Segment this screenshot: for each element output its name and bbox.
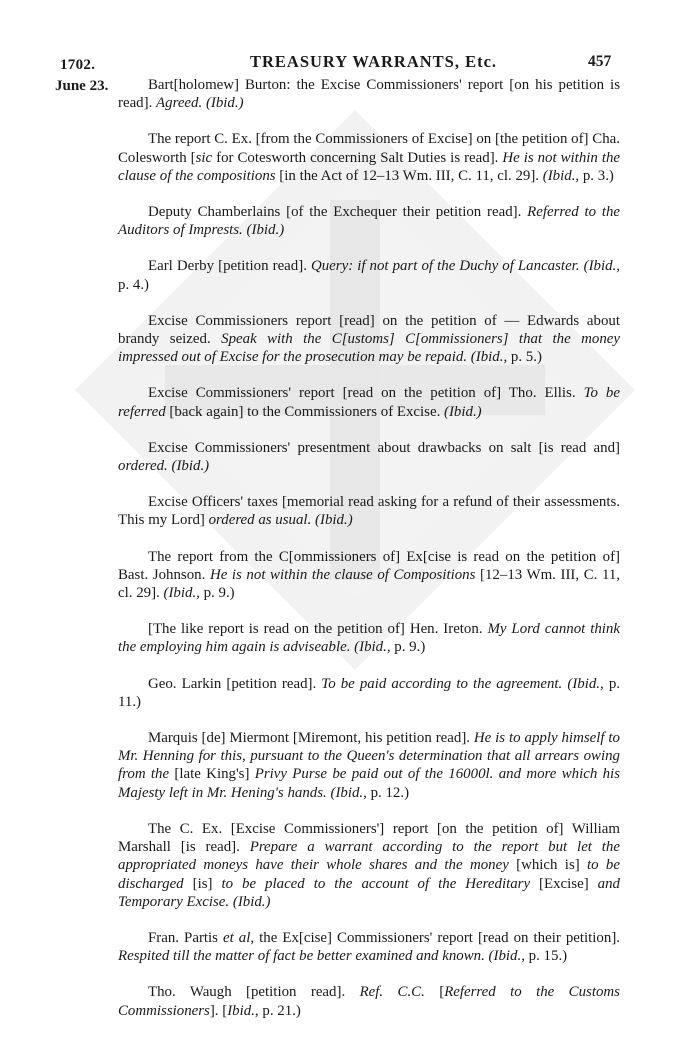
warrant-entry <box>118 929 620 965</box>
italic-text: Referred to the Auditors of Imprests. <box>118 204 621 239</box>
warrant-entry <box>118 130 620 185</box>
italic-text: Ibid., <box>227 1002 259 1019</box>
italic-text: (Ibid., <box>583 258 620 275</box>
entry-text: for Cotesworth concerning Salt Duties is read]. <box>212 149 503 166</box>
warrant-entry <box>118 548 620 603</box>
entry-text: Excise Commissioners report [read] on the petition of — Edwards about brandy seized. <box>118 312 620 348</box>
warrant-entry <box>118 76 620 112</box>
entry-text: Bart[holomew] Burton: the Excise Commissioners' report [on his petition is read]. <box>118 77 620 112</box>
entry-text: p. 12.) <box>366 784 410 801</box>
italic-text: Prepare a warrant according to the report but let the appropriated moneys have their whole shares and the money <box>118 839 620 874</box>
italic-text: Respited till the matter of fact be better examined and known. <box>118 948 485 965</box>
warrant-entry <box>118 493 620 529</box>
warrant-entry <box>118 257 620 293</box>
entry-text: [late King's] <box>169 766 255 783</box>
warrant-entry <box>118 203 620 239</box>
italic-text: ordered. <box>118 458 168 475</box>
entry-text: Tho. Waugh [petition read]. <box>148 984 360 1001</box>
entry-text: [ <box>424 984 445 1001</box>
italic-text: Query: if not part of the Duchy of Lancaster. <box>310 258 580 275</box>
entry-text: p. 11.) <box>118 675 620 710</box>
entry-text: p. 3.) <box>579 167 614 184</box>
italic-text: Privy Purse be paid out of the 16000l. and more which his Majesty left in Mr. Hening's hands. <box>118 766 620 801</box>
italic-text: (Ibid.) <box>205 95 244 112</box>
italic-text: and Temporary Excise. <box>118 875 620 910</box>
italic-text: (Ibid., <box>488 948 525 965</box>
warrant-entry <box>118 983 620 1019</box>
italic-text: Agreed. <box>156 95 203 112</box>
warrant-entry <box>118 439 620 475</box>
italic-text: Speak with the C[ustoms] C[ommissioners] that the money impressed out of Excise for the prosecution may be repaid. <box>118 331 620 366</box>
italic-text: Referred to the Customs Commissioners <box>118 984 620 1019</box>
entry-text: Deputy Chamberlains [of the Exchequer their petition read]. <box>148 204 528 221</box>
entry-text: Marquis [de] Miermont [Miremont, his petition read]. <box>148 730 474 747</box>
warrant-entry <box>118 675 620 711</box>
page-number: 457 <box>588 53 612 70</box>
entry-text: Excise Commissioners' report [read on the petition of] Tho. Ellis. <box>148 385 584 402</box>
italic-text: (Ibid., <box>163 585 200 602</box>
entry-text: Earl Derby [petition read]. <box>148 258 311 275</box>
italic-text: (Ibid.) <box>171 458 210 475</box>
italic-text: He is to apply himself to Mr. Henning for this, pursuant to the Queen's determination that all arrears owing from the <box>118 730 620 783</box>
entry-text: p. 4.) <box>118 276 150 293</box>
italic-text: ordered as usual. <box>208 512 312 529</box>
italic-text: to be placed to the account of the Hereditary <box>221 875 531 892</box>
entry-text: [in the Act of 12–13 Wm. III, C. 11, cl. 29]. <box>275 167 543 184</box>
entry-text: p. 5.) <box>507 349 542 366</box>
italic-text: He is not within the clause of the compositions <box>118 149 621 184</box>
italic-text: My Lord cannot think the employing him again is adviseable. <box>118 621 620 656</box>
italic-text: (Ibid.) <box>315 512 353 529</box>
italic-text: (Ibid., <box>330 784 367 801</box>
italic-text: To be paid according to the agreement. <box>321 675 563 692</box>
italic-text: sic <box>195 149 213 166</box>
entry-text: Fran. Partis <box>148 929 224 946</box>
entry-text: [back again] to the Commissioners of Excise. <box>165 403 445 420</box>
italic-text: (Ibid.) <box>246 222 285 239</box>
entry-text: The report from the C[ommissioners of] Ex[cise is read on the petition of] Bast. Johnson. <box>118 548 620 583</box>
entry-text: p. 9.) <box>390 639 426 656</box>
italic-text: (Ibid.) <box>444 403 482 420</box>
margin-date: June 23. <box>55 78 109 94</box>
italic-text: to be discharged <box>118 857 620 892</box>
entry-text: The C. Ex. [Excise Commissioners'] report [on the petition of] William Marshall [is read]. <box>118 820 620 856</box>
entry-text: p. 9.) <box>199 585 235 602</box>
entry-text: Excise Officers' taxes [memorial read asking for a refund of their assessments. This my Lord] <box>118 494 620 529</box>
entry-text: [which is] <box>508 857 588 874</box>
entry-text: The report C. Ex. [from the Commissioners of Excise] on [the petition of] Cha. Colesworth [ <box>118 131 620 166</box>
entry-text: p. 15.) <box>524 948 568 965</box>
italic-text: To be referred <box>118 385 620 420</box>
entry-text: [Excise] <box>530 875 598 892</box>
entry-text: p. 21.) <box>258 1002 301 1019</box>
warrant-entry <box>118 820 620 911</box>
warrant-entry <box>118 620 620 656</box>
running-title: TREASURY WARRANTS, Etc. <box>250 52 498 71</box>
entries-list <box>118 76 620 1038</box>
entry-text: [is] <box>183 875 222 892</box>
italic-text: et al <box>223 929 251 946</box>
entry-text: Geo. Larkin [petition read]. <box>148 675 322 692</box>
italic-text: (Ibid., <box>567 675 604 692</box>
italic-text: (Ibid., <box>354 639 391 656</box>
warrant-entry <box>118 384 620 420</box>
warrant-entry <box>118 312 620 367</box>
italic-text: (Ibid., <box>470 349 508 366</box>
entry-text: , the Ex[cise] Commissioners' report [read on their petition]. <box>250 929 621 946</box>
entry-text: ]. [ <box>209 1002 228 1019</box>
italic-text: Ref. C.C. <box>359 984 425 1001</box>
italic-text: (Ibid., <box>542 167 580 184</box>
entry-text: Excise Commissioners' presentment about drawbacks on salt [is read and] <box>148 439 620 456</box>
italic-text: (Ibid.) <box>232 893 271 910</box>
entry-text: [The like report is read on the petition of] Hen. Ireton. <box>148 621 488 638</box>
warrant-entry <box>118 729 620 802</box>
italic-text: He is not within the clause of Compositions <box>209 566 476 583</box>
header-year: 1702. <box>60 57 96 73</box>
entry-text: [12–13 Wm. III, C. 11, cl. 29]. <box>118 566 621 602</box>
